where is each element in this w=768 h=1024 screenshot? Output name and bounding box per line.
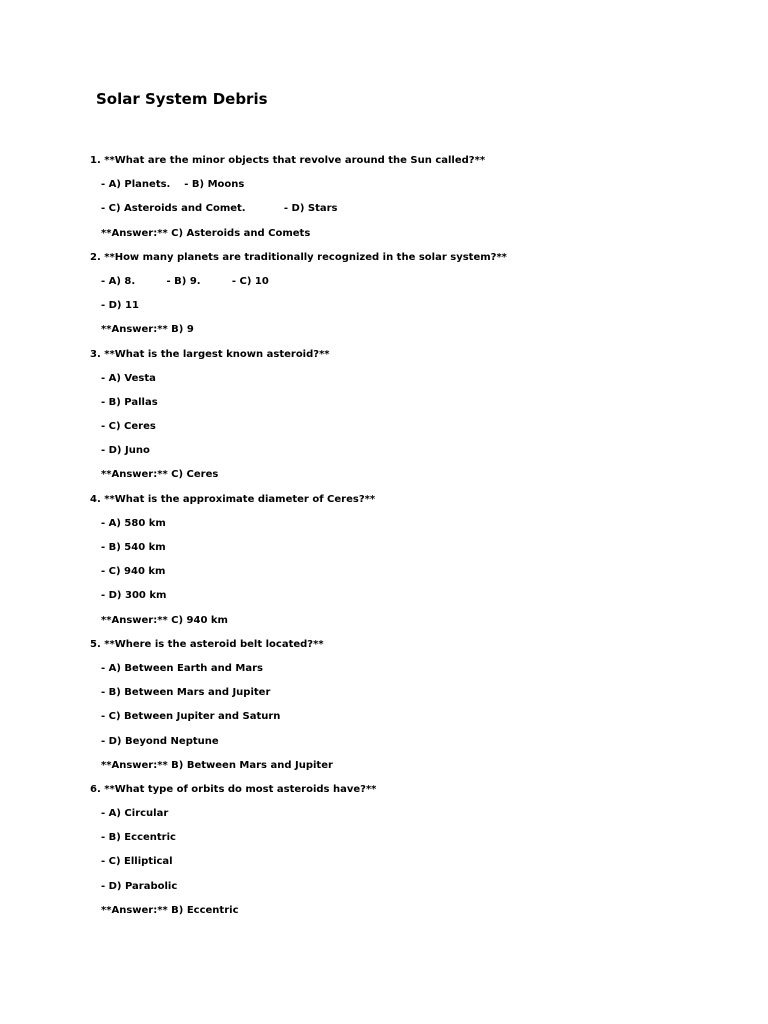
option-line: - D) Parabolic (101, 880, 178, 892)
option-line: - C) Between Jupiter and Saturn (101, 711, 281, 723)
document-title: Solar System Debris (96, 90, 268, 108)
option-line: - C) Ceres (101, 421, 156, 433)
option-line: - D) Juno (101, 445, 150, 457)
answer-line: **Answer:** B) Eccentric (101, 904, 239, 916)
question-line: 1. **What are the minor objects that revolve around the Sun called?** (90, 155, 486, 166)
question-line: 5. **Where is the asteroid belt located?** (90, 638, 324, 650)
option-line: - B) Pallas (101, 396, 158, 408)
option-line: - D) Beyond Neptune (101, 735, 219, 747)
option-line: - A) Circular (101, 808, 169, 820)
option-line: - A) Planets. - B) Moons (101, 179, 245, 191)
option-line: - C) 940 km (101, 566, 166, 578)
question-line: 4. **What is the approximate diameter of Ceres?** (90, 493, 376, 505)
answer-line: **Answer:** B) Between Mars and Jupiter (101, 759, 333, 771)
option-line: - A) 580 km (101, 517, 166, 529)
option-line: - C) Asteroids and Comet. - D) Stars (101, 203, 338, 215)
option-line: - D) 11 (101, 300, 139, 312)
quiz-content (90, 152, 730, 926)
answer-line: **Answer:** C) 940 km (101, 614, 228, 626)
option-line: - A) Vesta (101, 372, 156, 384)
option-line: - C) Elliptical (101, 856, 173, 868)
option-line: - A) 8. - B) 9. - C) 10 (101, 275, 269, 287)
option-line: - B) Eccentric (101, 832, 176, 844)
option-line: - B) Between Mars and Jupiter (101, 687, 271, 699)
question-line: 6. **What type of orbits do most asteroids have?** (90, 783, 377, 795)
option-line: - B) 540 km (101, 542, 166, 553)
answer-line: **Answer:** B) 9 (101, 324, 194, 336)
question-line: 2. **How many planets are traditionally recognized in the solar system?** (90, 251, 507, 263)
question-line: 3. **What is the largest known asteroid?** (90, 348, 330, 360)
option-line: - A) Between Earth and Mars (101, 662, 263, 674)
answer-line: **Answer:** C) Ceres (101, 469, 219, 481)
answer-line: **Answer:** C) Asteroids and Comets (101, 227, 311, 239)
option-line: - D) 300 km (101, 590, 167, 602)
